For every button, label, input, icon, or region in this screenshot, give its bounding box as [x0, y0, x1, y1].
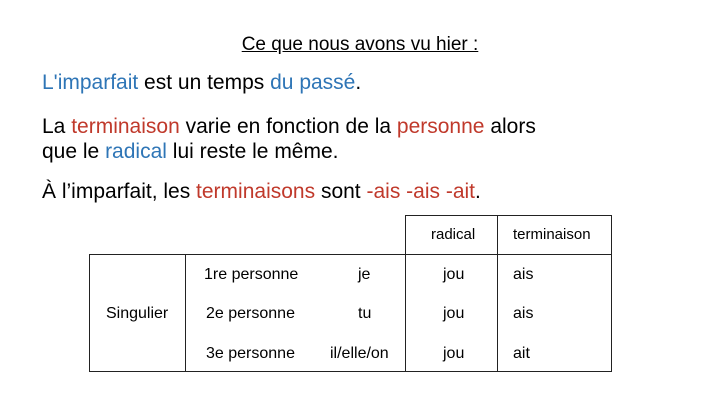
- table-header-divider: [497, 215, 498, 254]
- row3-personne: 3e personne: [206, 345, 295, 362]
- row3-pronom: il/elle/on: [330, 345, 389, 362]
- text: sont: [315, 180, 367, 203]
- sentence-1: [42, 70, 361, 95]
- row1-pronom: je: [358, 266, 371, 283]
- header-radical: radical: [431, 226, 476, 243]
- word-endings: -ais -ais -ait: [366, 180, 476, 203]
- word-du-passe: du passé: [270, 71, 356, 94]
- table-divider-group: [185, 254, 186, 372]
- text: À l’imparfait, les: [42, 180, 197, 203]
- text: varie en fonction de la: [179, 115, 397, 138]
- text: que le: [42, 140, 106, 163]
- table-divider-terminaison: [497, 254, 498, 372]
- row1-personne: 1re personne: [204, 266, 299, 283]
- row3-radical: jou: [443, 345, 465, 362]
- text: .: [475, 180, 481, 203]
- page-heading: [0, 34, 720, 56]
- row1-radical: jou: [443, 266, 465, 283]
- table-header-bottom: [405, 254, 612, 255]
- text: alors: [484, 115, 536, 138]
- text: .: [355, 71, 362, 94]
- group-singulier: Singulier: [106, 305, 169, 322]
- word-terminaison: terminaison: [71, 115, 180, 138]
- row2-pronom: tu: [358, 305, 372, 322]
- row2-terminaison: ais: [513, 305, 534, 322]
- sentence-3: [42, 139, 339, 164]
- header-terminaison: terminaison: [513, 226, 591, 243]
- word-terminaisons: terminaisons: [196, 180, 316, 203]
- sentence-4: [42, 179, 481, 204]
- table-divider-radical: [405, 254, 406, 372]
- sentence-2: [42, 114, 536, 139]
- row2-personne: 2e personne: [206, 305, 295, 322]
- text: est un temps: [138, 71, 271, 94]
- text: lui reste le même.: [166, 140, 339, 163]
- row3-terminaison: ait: [513, 345, 530, 362]
- text: La: [42, 115, 72, 138]
- row1-terminaison: ais: [513, 266, 534, 283]
- row2-radical: jou: [443, 305, 465, 322]
- word-imparfait: L'imparfait: [42, 71, 139, 94]
- heading-text: Ce que nous avons vu hier :: [241, 34, 479, 55]
- word-radical: radical: [105, 140, 167, 163]
- word-personne: personne: [396, 115, 485, 138]
